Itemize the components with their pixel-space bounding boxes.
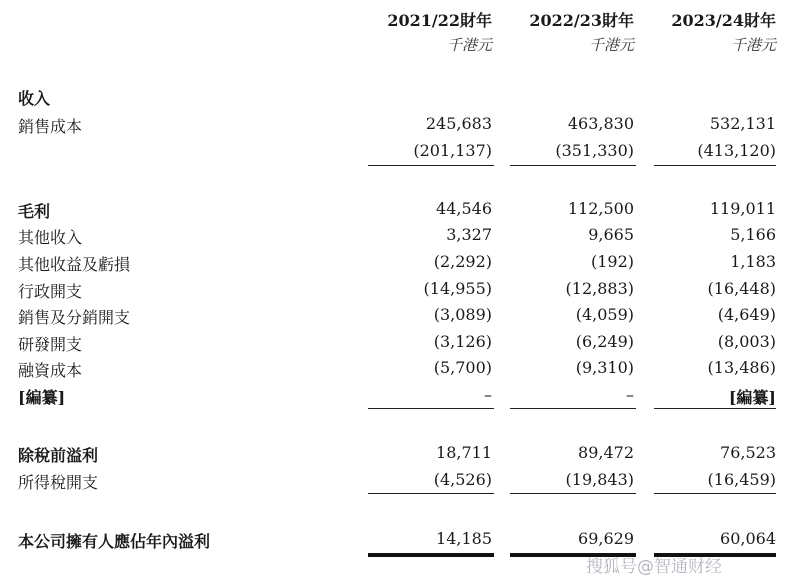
row-value-2: 69,629	[578, 529, 634, 548]
table-row-other-income	[0, 225, 802, 249]
table-row-selling-distribution	[0, 305, 802, 329]
row-value-2: (192)	[590, 252, 634, 271]
row-value-1: (3,126)	[433, 332, 492, 351]
row-value-3: (8,003)	[717, 332, 776, 351]
row-value-2: (9,310)	[575, 358, 634, 377]
row-value-2: (351,330)	[555, 141, 634, 160]
row-value-3: 5,166	[730, 225, 776, 244]
row-value-3: 60,064	[720, 529, 776, 548]
watermark-text: 搜狐号@智通财经	[586, 557, 722, 577]
table-row-rnd-expenses	[0, 332, 802, 356]
row-value-1: (5,700)	[433, 358, 492, 377]
row-value-2: (19,843)	[565, 470, 634, 489]
row-value-3: (16,448)	[707, 279, 776, 298]
table-row-profit-before-tax	[0, 443, 802, 467]
table-row-revenue	[0, 86, 802, 110]
row-label: 收入	[18, 89, 51, 108]
row-value-3: 1,183	[730, 252, 776, 271]
row-value-1: (14,955)	[423, 279, 492, 298]
row-label: 融資成本	[18, 361, 83, 380]
table-row-admin-expenses	[0, 279, 802, 303]
subtotal-rule-2	[510, 165, 636, 166]
row-label: 毛利	[18, 202, 51, 221]
table-row-redacted	[0, 385, 802, 409]
subtotal-rule-3	[654, 493, 776, 494]
row-label: 行政開支	[18, 282, 83, 301]
header-period-2: 2022/23財年	[529, 11, 634, 30]
header-unit-1: 千港元	[446, 36, 492, 54]
row-label: 除稅前溢利	[18, 446, 99, 465]
row-value-3: (4,649)	[717, 305, 776, 324]
row-value-3: [編纂]	[728, 388, 776, 407]
row-value-2: (6,249)	[575, 332, 634, 351]
row-label: 研發開支	[18, 335, 83, 354]
row-value-3: (16,459)	[707, 470, 776, 489]
row-label: 銷售成本	[18, 117, 83, 136]
table-row-other-gains-losses	[0, 252, 802, 276]
subtotal-rule-3	[654, 165, 776, 166]
row-label: [編纂]	[18, 388, 66, 407]
subtotal-rule-2	[510, 493, 636, 494]
row-label: 本公司擁有人應佔年內溢利	[18, 532, 211, 551]
row-value-2: 112,500	[567, 199, 634, 218]
row-label: 銷售及分銷開支	[18, 308, 131, 327]
row-value-3: (13,486)	[707, 358, 776, 377]
subtotal-rule-1	[368, 493, 494, 494]
row-value-1: (2,292)	[433, 252, 492, 271]
row-label: 其他收益及虧損	[18, 255, 131, 274]
row-value-2: (12,883)	[565, 279, 634, 298]
row-value-1: 44,546	[436, 199, 492, 218]
table-row-unlabeled	[0, 141, 802, 165]
row-value-1: 3,327	[446, 225, 492, 244]
row-label: 所得稅開支	[18, 473, 99, 492]
header-period-3: 2023/24財年	[671, 11, 776, 30]
table-row-profit-attributable	[0, 529, 802, 553]
row-value-3: 532,131	[709, 114, 776, 133]
row-value-1: (4,526)	[433, 470, 492, 489]
table-row-finance-costs	[0, 358, 802, 382]
table-row-cost-of-sales	[0, 114, 802, 138]
row-value-2: 9,665	[588, 225, 634, 244]
subtotal-rule-1	[368, 165, 494, 166]
row-value-2: (4,059)	[575, 305, 634, 324]
row-value-1: (3,089)	[433, 305, 492, 324]
row-value-1: 14,185	[436, 529, 492, 548]
subtotal-rule-2	[510, 408, 636, 409]
header-period-1: 2021/22財年	[387, 11, 492, 30]
row-value-3: 119,011	[709, 199, 776, 218]
row-value-3: 76,523	[720, 443, 776, 462]
total-double-rule-1	[368, 553, 494, 557]
header-unit-2: 千港元	[588, 36, 634, 54]
row-label: 其他收入	[18, 228, 83, 247]
table-row-gross-profit	[0, 199, 802, 223]
row-value-2: 89,472	[578, 443, 634, 462]
table-row-income-tax	[0, 470, 802, 494]
row-value-1: (201,137)	[413, 141, 492, 160]
header-unit-3: 千港元	[730, 36, 776, 54]
row-value-2: 463,830	[567, 114, 634, 133]
row-value-2: –	[626, 385, 634, 404]
subtotal-rule-3	[654, 408, 776, 409]
row-value-3: (413,120)	[697, 141, 776, 160]
row-value-1: 18,711	[436, 443, 492, 462]
row-value-1: –	[484, 385, 492, 404]
row-value-1: 245,683	[425, 114, 492, 133]
subtotal-rule-1	[368, 408, 494, 409]
